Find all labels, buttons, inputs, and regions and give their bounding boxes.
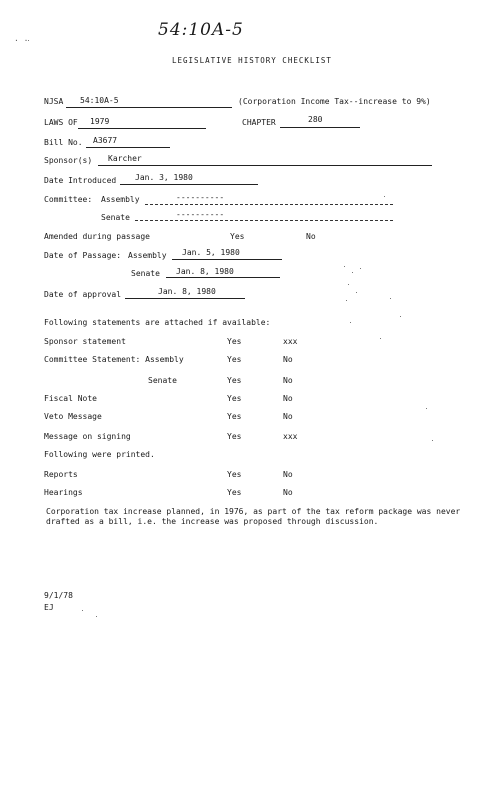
njsa-underline	[66, 107, 232, 108]
chapter-label: CHAPTER	[242, 118, 276, 127]
assembly-label: Assembly	[101, 195, 140, 204]
njsa-value: 54:10A-5	[80, 96, 119, 105]
passage-assembly-underline	[172, 259, 282, 260]
sponsor-label: Sponsor(s)	[44, 156, 93, 165]
amended-yes: Yes	[230, 232, 245, 241]
statement-label: Fiscal Note	[44, 394, 97, 403]
sponsor-underline	[98, 165, 432, 166]
passage-senate-underline	[166, 277, 280, 278]
note-paragraph: Corporation tax increase planned, in 1976, as part of the tax reform package was never drafted as a bill, i.e. the increase was proposed through discussion.	[46, 507, 461, 526]
date-passage-label: Date of Passage:	[44, 251, 122, 260]
printed-label: Reports	[44, 470, 78, 479]
njsa-label: NJSA	[44, 97, 64, 106]
statement-label: Message on signing	[44, 432, 131, 441]
date-approval-underline	[125, 298, 245, 299]
amended-label: Amended during passage	[44, 232, 150, 241]
passage-senate-value: Jan. 8, 1980	[176, 267, 234, 276]
statement-yes: Yes	[227, 337, 242, 346]
statement-yes: Yes	[227, 394, 242, 403]
page-title: LEGISLATIVE HISTORY CHECKLIST	[172, 56, 332, 65]
statement-no: No	[283, 376, 293, 385]
njsa-note: (Corporation Income Tax--increase to 9%)	[238, 97, 431, 106]
chapter-value: 280	[308, 115, 323, 124]
statement-label: Sponsor statement	[44, 337, 126, 346]
passage-senate-label: Senate	[131, 269, 160, 278]
bill-label: Bill No.	[44, 138, 83, 147]
senate-underline	[135, 220, 393, 221]
date-introduced-value: Jan. 3, 1980	[135, 173, 193, 182]
handwritten-id: 54:10A-5	[158, 20, 244, 40]
date-approval-value: Jan. 8, 1980	[158, 287, 216, 296]
statement-yes: Yes	[227, 412, 242, 421]
date-approval-label: Date of approval	[44, 290, 122, 299]
laws-value: 1979	[90, 117, 110, 126]
statement-yes: Yes	[227, 376, 242, 385]
statement-yes: Yes	[227, 432, 242, 441]
assembly-underline	[145, 204, 393, 205]
printed-yes: Yes	[227, 470, 242, 479]
bill-underline	[86, 147, 170, 148]
printed-heading: Following were printed.	[44, 450, 155, 459]
printed-label: Hearings	[44, 488, 83, 497]
statement-no: No	[283, 394, 293, 403]
statement-label: Senate	[148, 376, 177, 385]
assembly-value: ----------	[176, 193, 225, 202]
statement-no: No	[283, 412, 293, 421]
laws-label: LAWS OF	[44, 118, 78, 127]
amended-no: No	[306, 232, 316, 241]
statement-no: xxx	[283, 337, 298, 346]
statement-yes: Yes	[227, 355, 242, 364]
statement-label: Veto Message	[44, 412, 102, 421]
printed-no: No	[283, 470, 293, 479]
passage-assembly-label: Assembly	[128, 251, 167, 260]
passage-assembly-value: Jan. 5, 1980	[182, 248, 240, 257]
bill-value: A3677	[93, 136, 118, 145]
sponsor-value: Karcher	[108, 154, 142, 163]
laws-underline	[78, 128, 206, 129]
printed-yes: Yes	[227, 488, 242, 497]
statement-no: xxx	[283, 432, 298, 441]
statement-no: No	[283, 355, 293, 364]
statements-heading: Following statements are attached if available:	[44, 318, 271, 327]
chapter-underline	[280, 127, 360, 128]
date-introduced-label: Date Introduced	[44, 176, 117, 185]
footer-initials: EJ	[44, 603, 54, 612]
senate-label: Senate	[101, 213, 130, 222]
printed-no: No	[283, 488, 293, 497]
committee-label: Committee:	[44, 195, 93, 204]
footer-date: 9/1/78	[44, 591, 73, 600]
corner-mark: · ·	[14, 36, 29, 45]
statement-label: Committee Statement: Assembly	[44, 355, 184, 364]
date-introduced-underline	[120, 184, 258, 185]
senate-value: ----------	[176, 210, 225, 219]
